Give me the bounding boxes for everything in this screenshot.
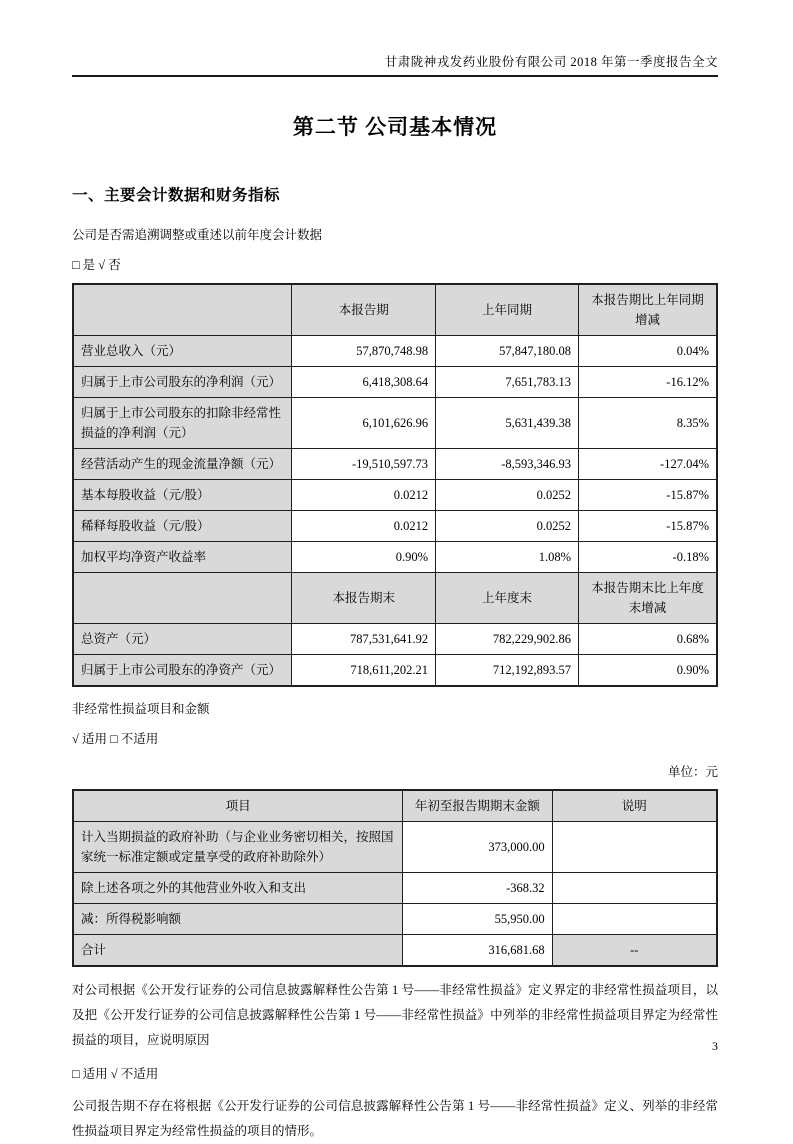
table-cell: 787,531,641.92 [292, 624, 436, 655]
table-header-cell: 项目 [73, 790, 403, 822]
unit-label: 单位：元 [667, 765, 718, 779]
explain-reason-paragraph: 对公司根据《公开发行证券的公司信息披露解释性公告第 1 号——非经常性损益》定义界定的非经常性损益项目，以及把《公开发行证券的公司信息披露解释性公告第 1 号——非经常性损益》中列举的非经常性损益项目界定为经常性损益的项目，应说明原因 [72, 983, 718, 1047]
table-cell: -15.87% [579, 511, 717, 542]
table-cell: 782,229,902.86 [436, 624, 579, 655]
table-cell: 归属于上市公司股东的净利润（元） [73, 367, 292, 398]
table-row [73, 511, 717, 542]
table-cell: -15.87% [579, 480, 717, 511]
table-cell: 316,681.68 [403, 935, 552, 967]
table-header-cell: 说明 [552, 790, 717, 822]
section-heading: 一、主要会计数据和财务指标 [72, 187, 281, 204]
table-header-row [73, 790, 717, 822]
table-cell: 0.90% [579, 655, 717, 687]
page-number: 3 [712, 1039, 718, 1053]
table-header-cell: 上年度末 [436, 573, 579, 624]
non-recurring-items-table [72, 789, 718, 967]
table-row [73, 398, 717, 449]
table-row [73, 873, 717, 904]
table-cell: -127.04% [579, 449, 717, 480]
header-title: 甘肃陇神戎发药业股份有限公司 2018 年第一季度报告全文 [384, 55, 718, 69]
table-cell: 55,950.00 [403, 904, 552, 935]
document-header [72, 52, 718, 77]
non-recurring-label: 非经常性损益项目和金额 [72, 702, 210, 716]
table-cell: 0.90% [292, 542, 436, 573]
table-cell: -368.32 [403, 873, 552, 904]
table-cell: 373,000.00 [403, 822, 552, 873]
table-cell: 归属于上市公司股东的扣除非经常性损益的净利润（元） [73, 398, 292, 449]
table-cell: 营业总收入（元） [73, 336, 292, 367]
table-row [73, 624, 717, 655]
applicability-answer: □ 适用 √ 不适用 [72, 1067, 159, 1081]
table-cell: 7,651,783.13 [436, 367, 579, 398]
table-cell: 计入当期损益的政府补助（与企业业务密切相关，按照国家统一标准定额或定量享受的政府补助除外） [73, 822, 403, 873]
table-cell: -19,510,597.73 [292, 449, 436, 480]
no-reclass-paragraph: 公司报告期不存在将根据《公开发行证券的公司信息披露解释性公告第 1 号——非经常性损益》定义、列举的非经常性损益项目界定为经常性损益的项目的情形。 [72, 1099, 718, 1138]
table-row [73, 904, 717, 935]
table-header-cell: 本报告期 [292, 284, 436, 336]
table-cell: 基本每股收益（元/股） [73, 480, 292, 511]
table-row [73, 336, 717, 367]
table-cell: 57,847,180.08 [436, 336, 579, 367]
table-cell: 0.04% [579, 336, 717, 367]
table-row [73, 822, 717, 873]
restatement-answer: □ 是 √ 否 [72, 258, 121, 272]
table-cell: 稀释每股收益（元/股） [73, 511, 292, 542]
table-cell: 合计 [73, 935, 403, 967]
page-title: 第二节 公司基本情况 [292, 115, 498, 139]
non-recurring-applicability: √ 适用 □ 不适用 [72, 732, 159, 746]
table-cell: 5,631,439.38 [436, 398, 579, 449]
table-cell: 除上述各项之外的其他营业外收入和支出 [73, 873, 403, 904]
table-cell: 总资产（元） [73, 624, 292, 655]
table-header-cell: 上年同期 [436, 284, 579, 336]
table-header-row [73, 284, 717, 336]
table-cell: 718,611,202.21 [292, 655, 436, 687]
table-cell: 6,418,308.64 [292, 367, 436, 398]
table-cell: -0.18% [579, 542, 717, 573]
table-header-cell: 年初至报告期期末金额 [403, 790, 552, 822]
table-cell [552, 873, 717, 904]
table-row [73, 542, 717, 573]
table-cell: -16.12% [579, 367, 717, 398]
table-header-cell [73, 573, 292, 624]
table-cell [552, 904, 717, 935]
table-row [73, 449, 717, 480]
table-cell: 0.68% [579, 624, 717, 655]
table-header-cell [73, 284, 292, 336]
table-cell: 6,101,626.96 [292, 398, 436, 449]
table-row [73, 655, 717, 687]
table-header-cell: 本报告期末 [292, 573, 436, 624]
table-row [73, 935, 717, 967]
table-cell: 0.0212 [292, 480, 436, 511]
table-header-row [73, 573, 717, 624]
table-cell: 1.08% [436, 542, 579, 573]
table-cell: 经营活动产生的现金流量净额（元） [73, 449, 292, 480]
table-cell: 加权平均净资产收益率 [73, 542, 292, 573]
table-cell: 712,192,893.57 [436, 655, 579, 687]
table-cell: -8,593,346.93 [436, 449, 579, 480]
table-row [73, 367, 717, 398]
restatement-question: 公司是否需追溯调整或重述以前年度会计数据 [72, 228, 323, 242]
table-cell: 减：所得税影响额 [73, 904, 403, 935]
table-cell: 0.0252 [436, 511, 579, 542]
table-row [73, 480, 717, 511]
table-cell: 归属于上市公司股东的净资产（元） [73, 655, 292, 687]
table-header-cell: 本报告期末比上年度末增减 [579, 573, 717, 624]
table-cell: 57,870,748.98 [292, 336, 436, 367]
table-cell: 0.0252 [436, 480, 579, 511]
table-cell [552, 822, 717, 873]
key-financials-table [72, 283, 718, 687]
table-cell: -- [552, 935, 717, 967]
table-header-cell: 本报告期比上年同期增减 [579, 284, 717, 336]
table-cell: 0.0212 [292, 511, 436, 542]
table-cell: 8.35% [579, 398, 717, 449]
